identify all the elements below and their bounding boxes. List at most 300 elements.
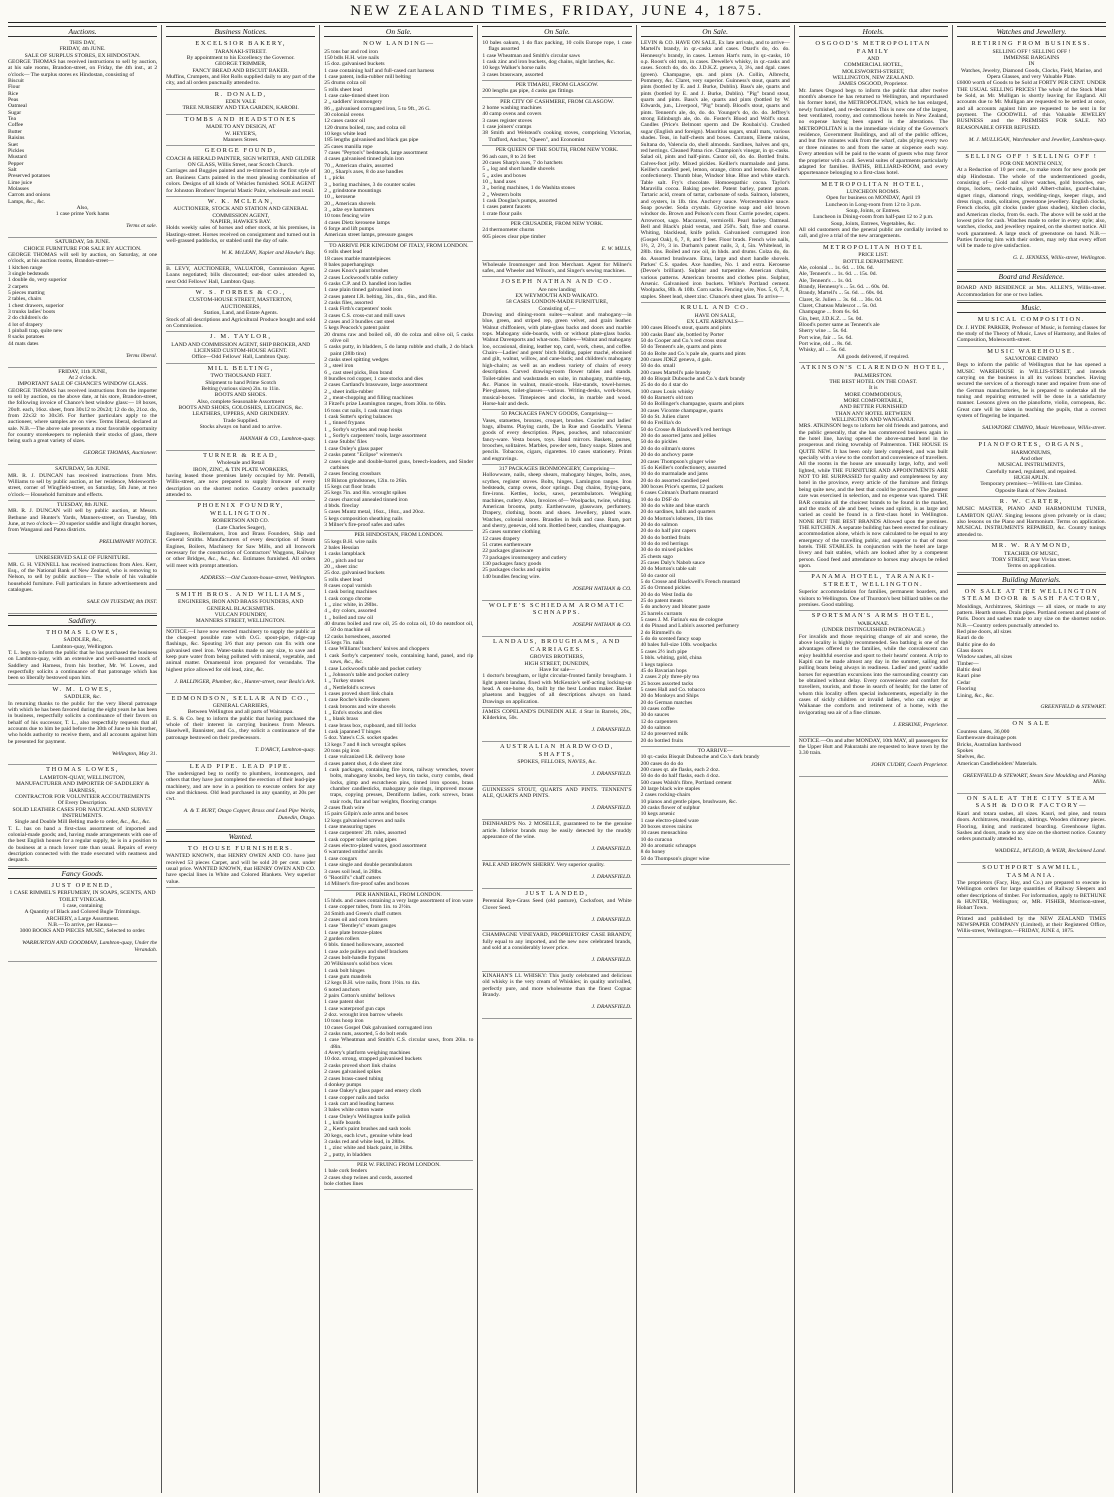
ad-signature: J. DRANSFIELD.: [591, 873, 632, 880]
advertisement: [482, 220, 631, 261]
ad-line: BOOTS AND SHOES.: [214, 392, 267, 399]
ad-list-item: 3 cases soil lead, in 28lbs.: [324, 868, 383, 875]
ad-list-item: 6 forge and lift pumps: [324, 226, 374, 233]
ad-line: VULCAN FOUNDRY,: [214, 611, 267, 618]
ad-body: Stock of all descriptions and Agricultural Produce bought and sold on Commission.: [166, 316, 316, 329]
ad-line: SALVATORE CIMINO: [1004, 356, 1059, 363]
advertisement: [166, 265, 315, 288]
ad-line: By appointment to his Excellency the Governor.: [186, 54, 295, 61]
ad-list-item: 5 bbls. whiting, gold, china: [640, 655, 702, 662]
ad-line: Temporary premises:—Willis-st. late Cimino.: [980, 481, 1083, 488]
ad-list-item: 1 cask brooms and wire shovels: [324, 703, 396, 710]
ad-title: THOMAS LOWES,: [46, 766, 120, 774]
column-5: [637, 25, 795, 1493]
advertisement: [324, 242, 473, 531]
ad-list-item: 3 cases C.S. cross-cut and mill saws: [324, 312, 406, 319]
ad-title: OSGOOD'S METROPOLITAN FAMILY: [815, 40, 932, 55]
ad-title: METROPOLITAN HOTEL,: [821, 180, 926, 188]
advertisement: [482, 81, 631, 98]
ad-line: MADE TO ANY DESIGN, AT: [206, 124, 276, 131]
advertisement: [957, 39, 1106, 152]
ad-list-item: 100 cases Blood's stout, quarts and pints: [640, 325, 731, 332]
ad-list-item: 4 cases patent shot, 4 do sheet zinc: [324, 760, 403, 767]
ad-body: Wholesale Ironmonger and Iron Merchant. Agent for Milner's safes, and Wheeler and Wilson's, and Singer's sewing machines.: [482, 261, 632, 274]
ad-list-item: 2 pairs Cotton's smiths' bellows: [324, 993, 395, 1000]
advertisement: [482, 742, 631, 786]
ad-list-item: 25 cases Daly's Nabob sauce: [640, 560, 705, 566]
ad-list-item: 2 doz. wrought iron barrow wheels: [324, 1012, 403, 1019]
ad-list-item: 10 cases Gospel Oak galvanised corrugated iron: [324, 1024, 433, 1031]
advertisement: [957, 440, 1106, 497]
ad-line: IMPORTANT SALE OF CHANCE'S WINDOW GLASS.: [17, 381, 148, 388]
advertisement: [482, 410, 631, 465]
ad-line: Manners Street.: [223, 136, 259, 143]
ad-list-item: Timber—: [956, 660, 979, 667]
ad-body: BOARD AND RESIDENCE at Mrs. ALLEN'S, Willis-street. Accommodation for one or two ladies.: [956, 285, 1106, 298]
ad-body: T. L. begs to inform the public that he has purchased the business on Lambton-quay, with an extensive and well-assorted stock of Saddlery and Harness, from his brother, Mr. W. Lowes, and respectfully solicits a continuance of that patronage which has been so liberally bestowed upon him.: [8, 649, 158, 682]
ad-line: THIS DAY,: [69, 40, 96, 46]
ad-list-item: 30 cases Vicomte champagne, quarts: [640, 407, 723, 414]
ad-list-item: Oatmeal: [8, 103, 27, 110]
ad-list-item: 1 case patent shot: [324, 999, 364, 1006]
ad-line: LAND AND COMMISSION AGENT, SHIP BROKER, AND LICENSED CUSTOM-HOUSE AGENT.: [171, 341, 311, 355]
ad-list-item: 50 do castor oil: [640, 572, 676, 579]
ad-list-item: 96 ash oars, 8 to 24 feet: [482, 153, 536, 160]
ad-list-item: Lamps, &c., &c.: [8, 198, 46, 205]
advertisement: [166, 590, 315, 628]
ad-line: Carefully tuned, regulated, and repaired.: [986, 468, 1077, 475]
ad-list-item: 200 cases Martell's pale brandy: [640, 369, 711, 376]
ad-list-item: 2 cases brass-cased tubing: [324, 1075, 384, 1082]
advertisement: [482, 786, 631, 820]
ad-list-item: 20 do Morton's table salt: [640, 566, 696, 573]
ad-title: SELLING OFF ! SELLING OFF !: [965, 152, 1098, 160]
advertisement: [8, 501, 157, 554]
ad-title: W. M. LOWES,: [52, 685, 113, 693]
ad-list-item: 6 casks C.P. and D. handled iron ladles: [324, 280, 412, 287]
column-2: [162, 25, 320, 1493]
advertisement: [482, 972, 631, 1019]
advertisement: [482, 465, 631, 601]
ad-list-item: 200 cases qt. ale flasks, each 2 doz.: [640, 767, 720, 773]
advertisement: [799, 737, 948, 778]
ad-list-item: Coffee: [8, 122, 24, 129]
ad-list-item: 40 drums boiled and raw oil, 25 do colza oil, 10 do neatsfoot oil, 50 do machine oil: [324, 621, 474, 634]
ad-list-item: 60 do Barnett's old tom: [640, 395, 693, 402]
ad-line: SELLING OFF ! SELLING OFF !: [992, 48, 1071, 55]
ad-list-item: Port wine, fair ... 5s. 6d.: [798, 334, 853, 341]
ad-list-item: 1 case copper tubes, from 1in. to 2½in.: [324, 904, 412, 911]
ad-line: PER W. FRUING FROM LONDON.: [357, 1161, 441, 1168]
advertisement: [482, 261, 631, 278]
ad-body: T. L. has on hand a first-class assortment of imported and colonial-made goods; and, having made arrangements with one of the best English houses for a regular supply, he is in a position to do business at a much lower rate than usual. Repairs of every description connected with the trade executed with neatness and despatch.: [8, 825, 158, 864]
ad-list-item: Countess slates, 36,000: [956, 728, 1010, 735]
ad-line: UNRESERVED SALE OF FURNITURE.: [35, 555, 130, 562]
advertisement: [799, 572, 948, 611]
ad-list-item: 20 do Monkeys and Ships: [640, 693, 699, 700]
ad-list-item: 5 cases Muntz metal, 16oz., 18oz., and 20oz.: [324, 509, 425, 516]
ad-list-item: 2 carpets: [8, 283, 29, 290]
ad-line: MANNERS STREET, WELLINGTON.: [195, 618, 286, 625]
advertisement: [799, 180, 948, 243]
ad-line: CHOICE FURNITURE FOR SALE BY AUCTION.: [23, 245, 142, 252]
ad-body: GEORGE THOMAS has received instructions from the importer to sell by auction, on the above date, at his store, Brandon-street, the following invoice of Chance's best window glass:— 18 boxes, 20oft. each, 16oz. sheet, from 30x12 to 20x24; 12 do do, 21oz. do, from 22x32 to 30x36. For further particulars apply to the auctioneer, where samples are on view. Terms liberal, declared at sale. N.B.—The above sale presents a most favorable opportunity for country storekeepers to replenish their stocks of glass, there being such a great variety of sizes.: [8, 387, 158, 445]
ad-signature: G. L. JENNESS, Willis-street, Wellington.: [1013, 255, 1106, 262]
ad-line: COACH & HERALD PAINTER, SIGN WRITER, AND GILDER ON GLASS, Willis Street, near Scotch Church.: [166, 155, 316, 169]
advertisement: [482, 861, 631, 889]
ad-line: SADDLER, &c.: [64, 694, 101, 701]
ad-line: MUSICAL INSTRUMENTS,: [997, 462, 1065, 469]
ad-list-item: 50 do do. small: [640, 363, 676, 370]
ad-list-item: 3 single bedsteads: [8, 270, 49, 277]
ad-line: TO ARRIVE PER KINGDOM OF ITALY, FROM LONDON.: [329, 242, 469, 249]
ad-body: Perennial Rye-Grass Seed (old pasture), Cocksfoot, and White Clover Seed.: [482, 898, 632, 911]
ad-list-item: 8 bundles rod copper, 1 case stocks and dies: [324, 376, 424, 383]
ad-list-item: 2 tables, chairs: [8, 296, 42, 303]
ad-title: THOMAS LOWES,: [46, 628, 120, 636]
ad-list-item: 1 chest drawers, superior: [8, 302, 64, 309]
ad-list-item: Red pine doors, all sizes: [956, 629, 1012, 636]
ad-line: 1 case prime York hams: [55, 211, 110, 218]
ad-body: £6000 worth of Goods to be Sold at FORTY PER CENT. UNDER THE USUAL SELLING PRICES! The whole of the Stock Must be Sold, as Mr. Mulligan is shortly leaving for England. All accounts due to Mr. Mulligan are requested to be settled at once, and all accounts against him are requested to be sent in for payment. The GOODWILL of this Valuable JEWELRY BUSINESS and the PREMISES FOR SALE. NO REASONABLE OFFER REFUSED.: [956, 80, 1106, 131]
ad-list-item: 2 do Rimmell's do: [640, 629, 682, 636]
ad-list-item: 50 do Tennent's ale, quarts and pints: [640, 344, 722, 351]
advertisement: [8, 685, 157, 766]
ad-line: Are now landing: [538, 286, 576, 293]
advertisement: [482, 39, 631, 81]
ad-line: Stocks always on hand and to arrive.: [199, 423, 282, 430]
ad-list-item: Flooring: [956, 686, 977, 693]
ad-list-item: 1 case waterproof gun caps: [324, 1005, 386, 1012]
ad-list-item: Baltic deal: [956, 667, 981, 674]
ad-list-item: 40 bales full-size 10lb. woolpacks: [640, 642, 717, 649]
ad-title: MILL BELTING,: [207, 364, 274, 372]
ad-line: TARANAKI-STREET.: [214, 48, 267, 55]
ad-list-item: Rice: [8, 90, 19, 97]
ad-list-item: 4 cases Dietz kerosene lamps: [324, 219, 390, 226]
ad-list-item: 1 ,, zinc white, in 28lbs.: [324, 602, 378, 609]
ad-signature: J. DRANSFIELD.: [591, 916, 632, 923]
ad-list-item: Peas: [8, 97, 19, 104]
ad-list-item: Molasses: [8, 185, 29, 192]
ad-list-item: 1 cask japanned T hinges: [324, 728, 381, 735]
ad-line: AUCTIONEER, STOCK AND STATION AND GENERAL COMMISSION AGENT,: [173, 206, 309, 219]
ad-line: Soup, Joints, Entrees, Vegetables, &c.: [830, 220, 916, 227]
ad-list-item: 10 do do marmalade and jams: [640, 471, 708, 478]
ad-title: W. S. FORBES & CO.,: [195, 288, 286, 296]
ad-signature: W. K. McLEAN, Napier and Hawke's Bay.: [221, 250, 316, 256]
ad-list-item: 15 kegs cut floor brads: [324, 483, 376, 490]
ad-body: MR. R. J. DUNCAN will sell by public auction, at Messrs. Bethune and Hunter's Yards, Manners-street, on Tuesday, 8th June, at two o'clock— 20 superior saddle and light draught horses, from Wanganui and Patea districts.: [8, 508, 158, 534]
ad-title: MUSICAL COMPOSITION.: [977, 316, 1086, 324]
ad-list-item: 2 casks files, assorted: [324, 299, 373, 306]
ad-body: E. S. & Co. beg to inform the public that having purchased the whole of their interest in carrying business from Messrs. Haselwell, Bannister, and Co., they solicit a continuance of the patronage bestowed on their predecessors.: [166, 715, 316, 741]
ad-list-item: 1 case Onley's Wellington knife polish: [324, 1113, 411, 1120]
ad-body: The undersigned beg to notify to plumbers, ironmongers, and others that they have just completed the erection of their lead-pipe machinery, and are now in a position to execute orders for any size and thickness. Old lead purchased in any quantity, at 20s per cwt.: [166, 771, 316, 803]
ad-list-item: Kauri do do: [956, 635, 984, 642]
ad-line: SATURDAY, 5th JUNE.: [55, 239, 111, 246]
ad-body: Carriages and Buggies painted and re-trimmed in the first style of art. Business Carts painted in the most pleasing combination of colors. Designs of all kinds of Vehicles furnished. SOLE AGENT for Johnston Brothers' Imperial Mastic Paint, wholesale and retail.: [166, 168, 316, 194]
ad-line: PRICE LIST.: [858, 252, 889, 259]
advertisement: [641, 303, 790, 747]
ad-body: Dr. J. HYDE PARKER, Professor of Music, is forming classes for the study of the Theory of Music, Laws of Harmony, and Rules of Composition, Molesworth-street.: [956, 324, 1106, 344]
ad-signature: WADDELL, M'LEOD, & WEIR, Reclaimed Land.: [994, 848, 1106, 855]
ad-list-item: Carrots and onions: [8, 192, 51, 199]
ad-list-item: 25 tons bar and rod iron: [324, 48, 378, 55]
ad-list-item: 20 do aromatic schnapps: [640, 843, 697, 850]
section-header: On Sale.: [324, 26, 473, 37]
advertisement: [166, 451, 315, 502]
ad-line: Luncheon in Long-room from 12 to 3 p.m.: [825, 201, 922, 208]
advertisement: [166, 762, 315, 830]
ad-list-item: 50 do Cooper and Co.'s red cross stout: [640, 337, 727, 344]
advertisement: [957, 719, 1106, 793]
ad-list-item: 5 do do scented fancy soap: [640, 636, 701, 643]
ad-list-item: Earthenware drainage pots: [956, 735, 1017, 742]
ad-list-item: 73 packages ironmongery and cutlery: [482, 554, 567, 561]
ad-list-item: 25 do do do 4 star do: [640, 382, 688, 389]
ad-list-item: 2 ,, sheet india-rubber: [324, 388, 374, 395]
ad-list-item: 2 cases patent I.R. belting, 3in., 4in., 6in., and 8in.: [324, 293, 437, 300]
advertisement: [8, 238, 157, 367]
ad-list-item: 20 do do anchovy paste: [640, 452, 694, 459]
ad-list-item: 10 ,, kerosene: [324, 194, 356, 201]
ad-line: Also,: [76, 204, 89, 211]
ad-list-item: 2 ,, meat-chopping and filling machines: [324, 395, 414, 402]
ad-list-item: 10 kegs Walker's horse nails: [482, 65, 546, 72]
ad-signature: Terms liberal.: [125, 352, 158, 359]
ad-list-item: Port wine, old ... 8s. 6d.: [798, 341, 852, 348]
advertisement: [324, 1161, 473, 1190]
ad-list-item: 2 cases rocking-chairs: [640, 792, 691, 799]
ad-line: THE BEST HOTEL ON THE COAST.: [829, 378, 918, 385]
ad-list-item: Glass doors: [956, 648, 984, 655]
ad-list-item: Tea: [8, 116, 16, 123]
ad-list-item: 8 bales paperhangings: [324, 261, 374, 268]
ad-list-item: 1 ,, Sorby's carpenters' tools, large assortment: [324, 433, 427, 440]
ad-signature: J. DRANSFIELD.: [591, 1003, 632, 1010]
ad-list-item: 1 case carpenters' 2ft. rules, assorted: [324, 830, 406, 837]
ad-list-item: 2 cases shop twines and cords, assorted: [324, 1174, 413, 1181]
ad-line: FRIDAY, 4th JUNE.: [59, 46, 106, 53]
ad-list-item: 185 lengths galvanised and black gas pipe: [324, 137, 419, 144]
ad-list-item: 25 do Ormond pickles: [640, 585, 691, 592]
ad-list-item: 2 casks steel spitting wedges: [324, 357, 389, 363]
ad-line: AND: [867, 56, 880, 62]
ad-title: ATKINSON'S CLARENDON HOTEL,: [800, 364, 946, 372]
ad-list-item: 1 case plate bronze-plates: [324, 929, 382, 936]
advertisement: [8, 554, 157, 614]
ad-list-item: 2 do children's do: [8, 315, 48, 322]
ad-list-item: 3 ,, steel iron: [324, 363, 354, 370]
ad-list-item: 200 cases do do do: [640, 760, 684, 767]
ad-list-item: 18 cases marble mantelpieces: [324, 255, 391, 262]
ad-body: DEINHARD'S No. 2 MOSELLE, guaranteed to be the genuine article. Inferior brands may be easily detected by the muddy appearance of the wine.: [482, 821, 632, 840]
ad-title: TOMBS AND HEADSTONES: [184, 115, 297, 123]
ad-line: Wholesale and Retail: [216, 460, 265, 467]
ad-list-item: 1 case electro-plated ware: [640, 817, 699, 824]
ad-list-item: 5 pieces matting: [8, 289, 45, 296]
ad-list-item: 55 kegs B.H. wire nails: [324, 538, 377, 545]
column-7: [953, 25, 1110, 1493]
ad-line: HIGH STREET, DUNEDIN,: [524, 660, 590, 667]
ad-list-item: 4 do Pinaud and Lubin's assorted perfumery: [640, 623, 740, 630]
ad-body: The proprietors (Facy, Hay, and Co.) are prepared to execute in Wellington orders for large quantities of Railway Sleepers and other descriptions of timber. For information, apply to BETHUNE & HUNTER, Wellington; or, MR. FISHER, Morrison-street, Hobart Town.: [956, 880, 1106, 912]
ad-list-item: 40 do Bisquit Dubouche and Co.'s dark brandy: [640, 376, 746, 383]
section-header: Business Notices.: [166, 26, 315, 37]
ad-list-item: bole clothes lines: [324, 1181, 364, 1187]
ad-list-item: 6 warranted smiths' anvils: [324, 849, 383, 856]
ad-line: AND BETTER FURNISHED: [839, 404, 907, 411]
ad-list-item: Sugar: [8, 109, 22, 116]
ad-list-item: 50 do St. Julien claret: [640, 414, 690, 421]
ad-title: EDMONDSON, SELLAR AND CO.,: [171, 694, 310, 702]
ad-list-item: American street lamps, pressure gauges: [324, 232, 413, 239]
ad-list-item: 1 case Oakey's glass paper and emery cloth: [324, 1088, 422, 1095]
ad-list-item: 100 cases Louis whisky: [640, 388, 694, 395]
ad-list-item: 2 ,, Kent's paint brushes and sash tools: [324, 1126, 411, 1133]
ad-line: (UNDER DISTINGUISHED PATRONAGE.): [821, 627, 925, 634]
ad-list-item: 1 case measuring tapes: [324, 824, 376, 831]
ad-list-item: 1 case copper nails and tacks: [324, 1094, 390, 1101]
ad-body: Holds weekly sales of horses and other stock, at his premises, in Hastings-street. Horses received on consignment and turned out in well-grassed paddocks, or stabled until the day of sale.: [166, 225, 316, 245]
ad-list-item: 50 do Crosse & Blackwell's red herrings: [640, 426, 732, 433]
ad-line: WELLINGTON, NEW ZEALAND.: [832, 75, 915, 82]
ad-list-item: 10 pianos and gentle pipes, brushware, &c.: [640, 798, 738, 805]
ad-line: W. HEYER'S,: [224, 130, 257, 137]
ad-list-item: 25 cases manilla rope: [324, 143, 373, 150]
ad-line: Shipment to hand Prime Scotch: [205, 379, 277, 386]
ad-list-item: 1 pinball trap, quite new: [8, 327, 63, 334]
ad-list-item: 500 cases Walsh's fibre, Portland cement: [640, 779, 732, 786]
section-header: Wanted.: [166, 831, 315, 842]
ad-line: 3000 BOOKS AND PIECES MUSIC, Selected to order.: [19, 928, 146, 935]
ad-list-item: 1 ,, boiled and raw oil: [324, 614, 374, 621]
ad-list-item: 12 cases drapery: [482, 535, 520, 542]
ad-title: PIANOFORTES, ORGANS,: [978, 441, 1085, 449]
advertisement: [482, 98, 631, 146]
ad-list-item: Biscuit: [8, 78, 24, 85]
ad-list-item: Suet: [8, 141, 18, 148]
ad-list-item: 25 kegs 7in. and 8in. wrought spikes: [324, 490, 407, 497]
advertisement: [799, 243, 948, 363]
advertisement: [8, 881, 157, 962]
ad-line: Opposite Bank of New Zealand.: [995, 487, 1068, 494]
ad-body: Vases, statuettes, bronzes, croquet, brushes. Courier and ladies' bags, albums. Playing cards, De la Rue and Goodall's. Vienna goods of every description. Pipes, pouches, and tobacconists' fancy-ware. Vesta boxes, toys. Hand mirrors. Baskets, purses, brooches, solitaires. Marbles, powder sets, fancy soaps. Slates and pencils. Tobaccos, cigars, cigarettes. 10 cases stationery. Prints and engravings.: [482, 417, 632, 462]
ad-signature: J. DRANSFIELD.: [591, 771, 632, 778]
ad-signature: JOSEPH NATHAN & CO.: [572, 622, 632, 629]
ad-list-item: 2 garden rollers: [324, 935, 360, 942]
ad-body: MR. G. H. VENNELL has received instructions from Alex. Kerr, Esq., of the National Bank of New Zealand, who is removing to Nelson, to sell by public auction— The whole of his valuable household furniture. Full particulars in future advertisements and catalogues.: [8, 561, 158, 593]
ad-list-item: 1 double do, very superior: [8, 277, 67, 284]
advertisement: [166, 844, 315, 888]
masthead-title: NEW ZEALAND TIMES, FRIDAY, JUNE 4, 1875.: [350, 3, 764, 19]
ad-list-item: 2 cases Lockwood's table cutlery: [324, 274, 398, 281]
ad-list-item: 1 cask packages, containing fire irons, railway wrenches, tower bolts, mahogany knobs, bed keys, tin tacks, curry combs, dead locks, gimp and escutcheon pins, tinned iron spoons, brass chamber candlesticks, mahogany pole rings, improved mouse traps, copying presses, Dentiform ladies, cork screws, brass stair rods, flat and bar weights, flooring cramps: [324, 767, 474, 805]
ad-body: 1 doctor's brougham, or light circular-fronted family brougham. 1 light patent landau, fixed with McKenzie's self-acting locking-up head. A one-horse do, built by the best London maker. Basket phaetons and buggies of all descriptions always on hand. Drawings on application.: [482, 673, 632, 705]
ad-list-item: 6 rolls sheet lead: [324, 249, 363, 256]
ad-list-item: Pepper: [8, 160, 24, 167]
ad-list-item: 1 cask congo chrome: [324, 595, 372, 602]
ad-line: PER HANNIBAL, FROM LONDON.: [355, 891, 442, 898]
ad-list-item: 2 ,, saddlers' ironmongery: [324, 99, 383, 106]
ad-line: ROBERTSON AND CO.: [212, 518, 270, 525]
ad-list-item: 1 case patent, india-rubber mill belting: [324, 73, 411, 80]
ad-line: TORY STREET, near Vivian street.: [991, 557, 1072, 563]
ad-title: R. W. CARTER,: [999, 497, 1064, 505]
ad-list-item: 2 casks nuts, assorted, 5 do bolt ends: [324, 1031, 407, 1038]
ad-list-item: 10 do curacoa: [640, 836, 672, 843]
ad-line: WAIKANAE.: [857, 620, 890, 627]
ad-line: AUCTIONEERS,: [220, 303, 261, 310]
ad-line: LEATHERS, UPPERS, AND GRINDERY.: [192, 411, 289, 418]
ad-title: TURNER & READ,: [203, 451, 279, 459]
ad-line: JAMES OSGOOD, Proprietor.: [838, 81, 908, 88]
ad-list-item: 16 tons cut nails, 1 cask mast rings: [324, 407, 403, 414]
ad-body: Kauri and totara sashes, all sizes. Kauri, red pine, and totara doors. Architraves, mouldings, skirtings. Wooden chimney pieces. Flooring, lining and rusticated boarding. Greenhouse lights. Sashes and doors, made to any size on the shortest notice. Country orders punctually attended to.: [956, 810, 1106, 843]
ad-line: HUGH APLIN.: [1013, 474, 1049, 481]
ad-line: COMMERCIAL HOTEL,: [843, 62, 903, 69]
ad-title: TO HOUSE FURNISHERS.: [187, 844, 294, 852]
ad-list-item: 4 donkey pumps: [324, 1081, 362, 1088]
ad-list-item: Lining, &c., &c.: [956, 692, 994, 699]
ad-list-item: 45 do Bavarian hops: [640, 667, 687, 674]
ad-line: Terms on application.: [1007, 563, 1056, 570]
masthead-rule: [8, 22, 1106, 23]
ad-list-item: 5 casks putty, in bladders, 5 do lamp rubble and chalk, 2 do black paint (28lb tins): [324, 344, 474, 357]
ad-body: MUSIC MASTER, PIANO AND HARMONIUM TUNER, LAMBTON QUAY. Singing lessons given privately or in class; also lessons on the Piano and Harmonium. Terms on application. MUSICAL INSTRUMENTS REPAIRED, &c. Country tunings attended to.: [956, 506, 1106, 538]
ad-list-item: 44 mats dates: [8, 340, 39, 347]
ad-body: KINAHAN'S LL WHISKY: This justly celebrated and delicious old whisky is the very cream of Whiskies; in quality unrivalled, perfectly pure, and more wholesome than the finest Cognac Brandy.: [482, 973, 632, 999]
ad-body: In returning thanks to the public for the very liberal patronage with which he has been favored during the eight years he has been in business, respectfully solicits a continuance of their favors on behalf of his successor, T. L., also respectfully requests that all accounts due to him be paid before the 30th of June to his brother, who holds authority to receive them, and all accounts against him be presented for payment.: [8, 700, 158, 745]
ad-signature: GEORGE THOMAS, Auctioneer.: [83, 450, 158, 457]
ad-list-item: 20 cases Sharp's axes, 7 do hatchets: [482, 159, 563, 166]
ad-line: PER TIMARU, FROM GLASGOW.: [515, 82, 599, 89]
ad-line: LAMBTON-QUAY, WELLINGTON,: [39, 774, 126, 781]
ad-list-item: 20 do do West India do: [640, 591, 693, 598]
column-1: [4, 25, 162, 1493]
ad-title: J. M. TAYLOR,: [209, 333, 272, 341]
ad-body: NOTICE.—I have now erected machinery to supply the public at the cheapest possible rate with O.G. spout-pipe, ridge-cap flashings, &c. Spouting 3/6 that any person can fix with one galvanised steel iron. Water-tanks made to any size, to save and keep pure water from being polluted with mineral, vegetable, and animal matter. Ornamental iron prepared for verandahs. The highest price allowed for old lead, zinc, &c.: [166, 628, 316, 673]
section-header: Fancy Goods.: [8, 868, 157, 879]
ad-line: TWO THOUSAND FEET.: [210, 373, 271, 380]
advertisement: [8, 765, 157, 866]
ad-line: PER QUEEN OF THE SOUTH, FROM NEW YORK.: [495, 147, 619, 154]
ad-list-item: 5 kegs composition sheathing nails: [324, 515, 403, 522]
ad-list-item: 1 cases patent faucets: [482, 204, 531, 211]
ad-list-item: 15 kegs 7in. nails: [324, 640, 364, 647]
ad-list-item: 5 kegs Peacock's patent paint: [324, 325, 390, 332]
ad-list-item: 25 drums colza oil: [324, 80, 366, 87]
ad-list-item: 120 drums boiled, raw, and colza oil: [324, 124, 406, 131]
ad-line: TUESDAY, 8th JUNE.: [56, 501, 109, 508]
ad-list-item: 2 cases oil and corn bruisers: [324, 916, 388, 923]
ad-list-item: 6 ,, cast steel picks, Bon brand: [324, 369, 393, 376]
ad-list-item: 605 pieces clear pipe timber: [482, 233, 546, 240]
ad-signature: J. DRANSFIELD.: [591, 805, 632, 812]
ad-list-item: 1 case Wheatman and Smith's C.S. circular saws, from 20in. to 48in.: [324, 1037, 474, 1050]
ad-list-item: Raisins: [8, 135, 25, 142]
ad-list-item: 20 ,, sheet zinc: [324, 564, 358, 570]
ad-list-item: 40 camp ovens and covers: [482, 111, 542, 118]
ad-list-item: Champagne ... from 6s. 6d.: [798, 309, 860, 316]
ad-line: All goods delivered, if required.: [837, 353, 910, 360]
section-header: Saddlery.: [8, 615, 157, 626]
ad-list-item: 8 do honey: [640, 849, 666, 856]
ad-list-item: Gin, best, J.D.K.Z. ... 5s. 0d.: [798, 315, 863, 322]
ad-line: Luncheon in Dining-room from half-past 12 to 2 p.m.: [813, 214, 934, 221]
ad-list-item: 2 cases charcoal annealed tinned iron: [324, 496, 408, 503]
